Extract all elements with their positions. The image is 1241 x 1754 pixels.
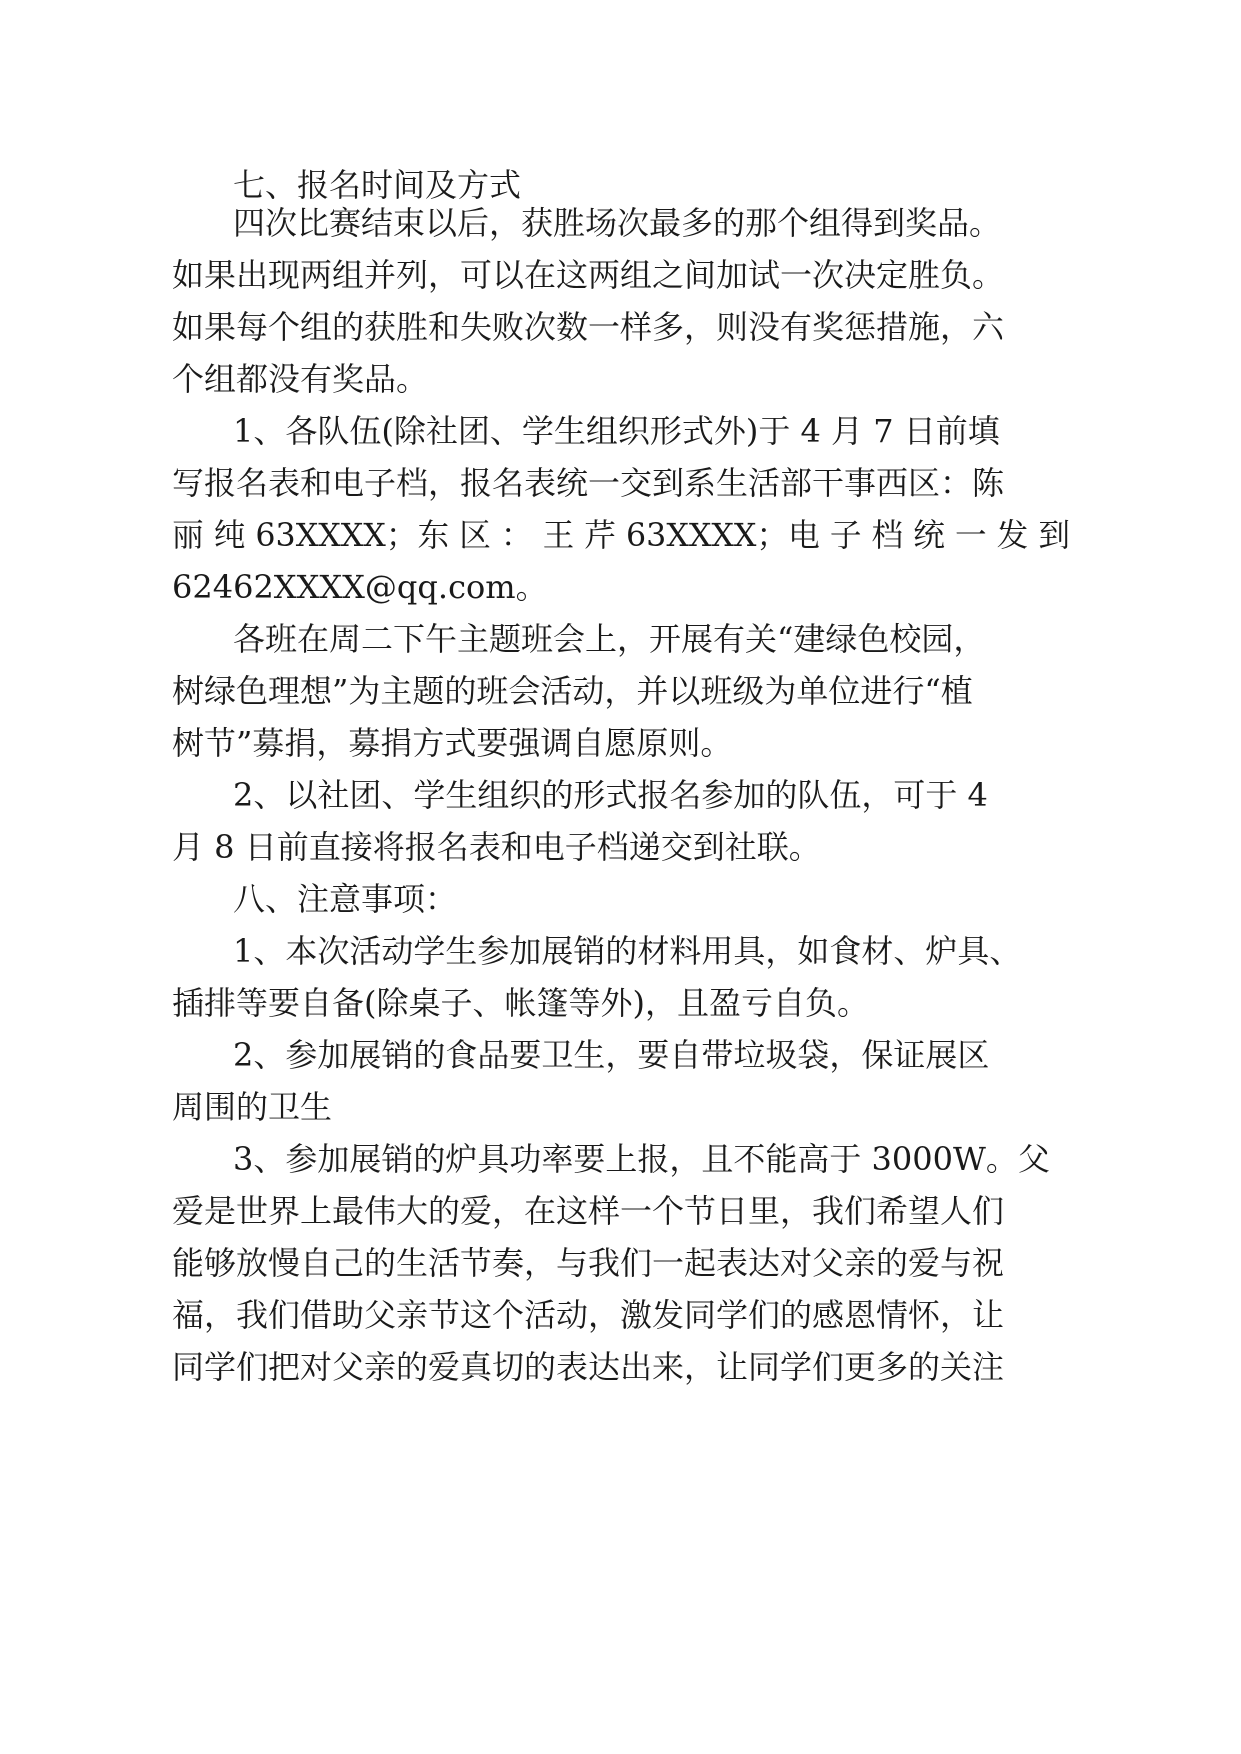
text-line: 七、报名时间及方式	[233, 166, 522, 204]
text-line: 各班在周二下午主题班会上，开展有关“建绿色校园，	[233, 620, 986, 658]
paragraph-line	[0, 922, 1241, 980]
paragraph-line	[0, 1130, 1241, 1188]
text-line: 插排等要自备(除桌子、帐篷等外)，且盈亏自负。	[172, 984, 869, 1022]
paragraph-line	[0, 1026, 1241, 1084]
paragraph-line	[0, 1234, 1241, 1292]
text-line: 如果出现两组并列，可以在这两组之间加试一次决定胜负。	[172, 256, 1005, 294]
text-line: 月 8 日前直接将报名表和电子档递交到社联。	[172, 828, 821, 866]
text-line: 如果每个组的获胜和失败次数一样多，则没有奖惩措施，六	[172, 308, 1005, 346]
paragraph-line	[0, 246, 1241, 304]
paragraph-line	[0, 766, 1241, 824]
paragraph-line	[0, 818, 1241, 876]
paragraph-line	[0, 610, 1241, 668]
paragraph-line	[0, 402, 1241, 460]
paragraph-line	[0, 298, 1241, 356]
text-line: 四次比赛结束以后，获胜场次最多的那个组得到奖品。	[233, 204, 1002, 242]
paragraph-line	[0, 662, 1241, 720]
paragraph-line	[0, 974, 1241, 1032]
text-line: 周围的卫生	[172, 1088, 333, 1126]
paragraph-line	[0, 454, 1241, 512]
heading-notes	[0, 870, 1241, 928]
text-line: 同学们把对父亲的爱真切的表达出来，让同学们更多的关注	[172, 1348, 1005, 1386]
paragraph-line	[0, 1182, 1241, 1240]
paragraph-line	[0, 506, 1241, 564]
paragraph-line	[0, 714, 1241, 772]
paragraph-line	[0, 558, 1241, 616]
text-line: 爱是世界上最伟大的爱，在这样一个节日里，我们希望人们	[172, 1192, 1005, 1230]
text-line: 个组都没有奖品。	[172, 360, 429, 398]
text-line: 树绿色理想”为主题的班会活动，并以班级为单位进行“植	[172, 672, 973, 710]
paragraph-line	[0, 1338, 1241, 1396]
text-line: 62462XXXX@qq.com。	[172, 568, 548, 606]
paragraph-line	[0, 1078, 1241, 1136]
text-line: 写报名表和电子档，报名表统一交到系生活部干事西区：陈	[172, 464, 1005, 502]
text-line: 2、以社团、学生组织的形式报名参加的队伍，可于 4	[233, 776, 988, 814]
paragraph-line	[0, 194, 1241, 252]
text-line: 树节”募捐，募捐方式要强调自愿原则。	[172, 724, 733, 762]
text-line: 福，我们借助父亲节这个活动，激发同学们的感恩情怀，让	[172, 1296, 1005, 1334]
text-line: 1、本次活动学生参加展销的材料用具，如食材、炉具、	[233, 932, 1022, 970]
text-line: 3、参加展销的炉具功率要上报，且不能高于 3000W。父	[233, 1140, 1050, 1178]
text-line: 2、参加展销的食品要卫生，要自带垃圾袋，保证展区	[233, 1036, 990, 1074]
text-line: 1、各队伍(除社团、学生组织形式外)于 4 月 7 日前填	[233, 412, 1000, 450]
text-line: 能够放慢自己的生活节奏，与我们一起表达对父亲的爱与祝	[172, 1244, 1005, 1282]
text-line: 八、注意事项：	[233, 880, 458, 918]
paragraph-line	[0, 350, 1241, 408]
text-line: 丽 纯 63XXXX；东 区 ： 王 芹 63XXXX；电 子 档 统 一 发 到	[172, 516, 1071, 554]
paragraph-line	[0, 1286, 1241, 1344]
